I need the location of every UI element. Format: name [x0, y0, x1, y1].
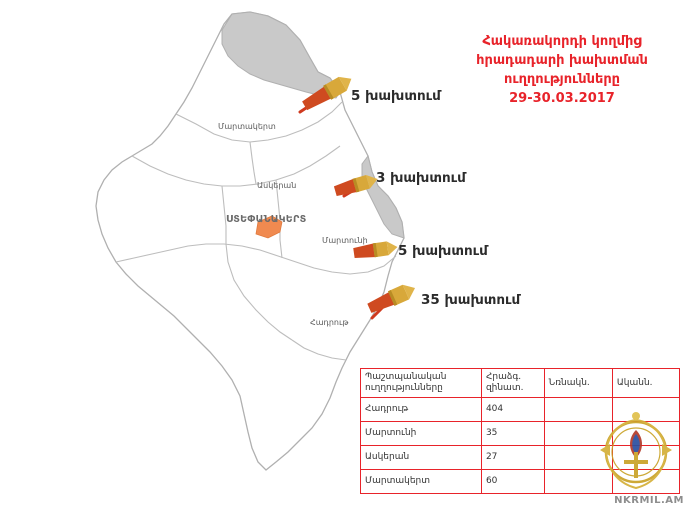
- table-cell-direction: Հադրութ: [361, 398, 482, 422]
- table-cell-firearms: 60: [481, 470, 544, 494]
- callout-violations-3: 5 խախտում: [398, 243, 488, 259]
- callout-violations-1: 5 խախտում: [351, 88, 441, 104]
- title-line-2: հրադադարի խախտման: [476, 53, 648, 68]
- region-label-askeran: Ասկերան: [257, 181, 297, 190]
- callout-violations-4: 35 խախտում: [421, 292, 521, 308]
- capital-label-stepanakert: ՍՏԵՓԱՆԱԿԵՐՏ: [226, 214, 307, 225]
- table-cell-firearms: 27: [481, 446, 544, 470]
- table-cell-firearms: 404: [481, 398, 544, 422]
- table-header-firearms-l1: Հրաձգ.: [485, 372, 522, 382]
- title-block: [442, 32, 682, 108]
- table-cell-direction: Ասկերան: [361, 446, 482, 470]
- table-header-firearms-l2: զինատ.: [485, 383, 524, 393]
- region-label-martuni: Մարտունի: [322, 236, 368, 245]
- table-cell-firearms: 35: [481, 422, 544, 446]
- army-emblem-icon: [584, 400, 688, 504]
- title-date: 29-30.03.2017: [509, 91, 615, 106]
- table-header-grenade: Նռնակն.: [544, 369, 612, 398]
- table-cell-direction: Մարտունի: [361, 422, 482, 446]
- table-header-mine: Ականն.: [612, 369, 679, 398]
- table-header-direction: [361, 369, 482, 398]
- table-header-direction-l2: ուղղությունները: [365, 383, 443, 393]
- title-line-1: Հակառակորդի կողմից: [482, 34, 642, 49]
- table-header-direction-l1: Պաշտպանական: [365, 372, 447, 382]
- table-cell-direction: Մարտակերտ: [361, 470, 482, 494]
- callout-violations-2: 3 խախտում: [376, 170, 466, 186]
- region-label-martakert: Մարտակերտ: [218, 122, 276, 131]
- title-line-3: ուղղությունները: [503, 72, 621, 87]
- watermark-label: NKRMIL.AM: [614, 495, 684, 506]
- region-label-hadrut: Հադրութ: [310, 318, 349, 327]
- table-header-row: [361, 369, 680, 398]
- table-header-firearms: [481, 369, 544, 398]
